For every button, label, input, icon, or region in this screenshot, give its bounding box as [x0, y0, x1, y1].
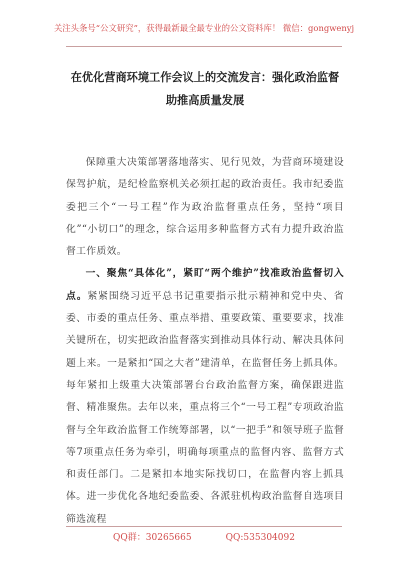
footer-divider [66, 526, 342, 527]
document-title-line2: 助推高质量发展 [165, 93, 245, 107]
page-footer [0, 530, 408, 543]
document-body [66, 152, 344, 531]
section1-paragraph [66, 263, 344, 531]
footer-qq: QQ:535304092 [225, 533, 295, 543]
section1-heading: 一、聚焦“具体化”，紧盯“两个维护”找准政治监督切入点。 [66, 268, 344, 302]
header-divider [66, 46, 342, 47]
footer-qq-group: QQ群：30265665 [113, 533, 192, 543]
document-title-line1: 在优化营商环境工作会议上的交流发言：强化政治监督 [70, 70, 340, 84]
header-notice: 关注头条号“公文研究”，获得最新最全最专业的公文资料库！ 微信：gongwenyj [53, 23, 355, 33]
intro-paragraph: 保障重大决策部署落地落实、见行见效，为营商环境建设保驾护航，是纪检监察机关必须扛起的政治责任。我市纪委监委把三个“一号工程”作为政治监督重点任务，坚持“项目化”“小切口”的理念，综合运用多种监督方式有力提升政治监督工作质效。 [66, 157, 344, 258]
page-header [0, 0, 408, 52]
section1-body: 紧紧围绕习近平总书记重要指示批示精神和党中央、省委、市委的重点任务、重点举措、重要政策、重要要求，找准关键所在，切实把政治监督落实到推动具体行动、解决具体问题上来。一是紧扣“国之大者”建清单，在监督任务上抓具体。每年紧扣上级重大决策部署台台政治监督方案，确保跟进监督、精准聚焦。去年以来，重点将三个“一号工程”专项政治监督与全年政治监督工作统筹部署，以“一把手”和领导班子监督等7项重点任务为牵引，明确每项重点的监督内容、监督方式和责任部门。二是紧扣本地实际找切口，在监督内容上抓具体。进一步优化各地纪委监委、各派驻机构政治监督自选项目筛选流程 [66, 290, 345, 525]
